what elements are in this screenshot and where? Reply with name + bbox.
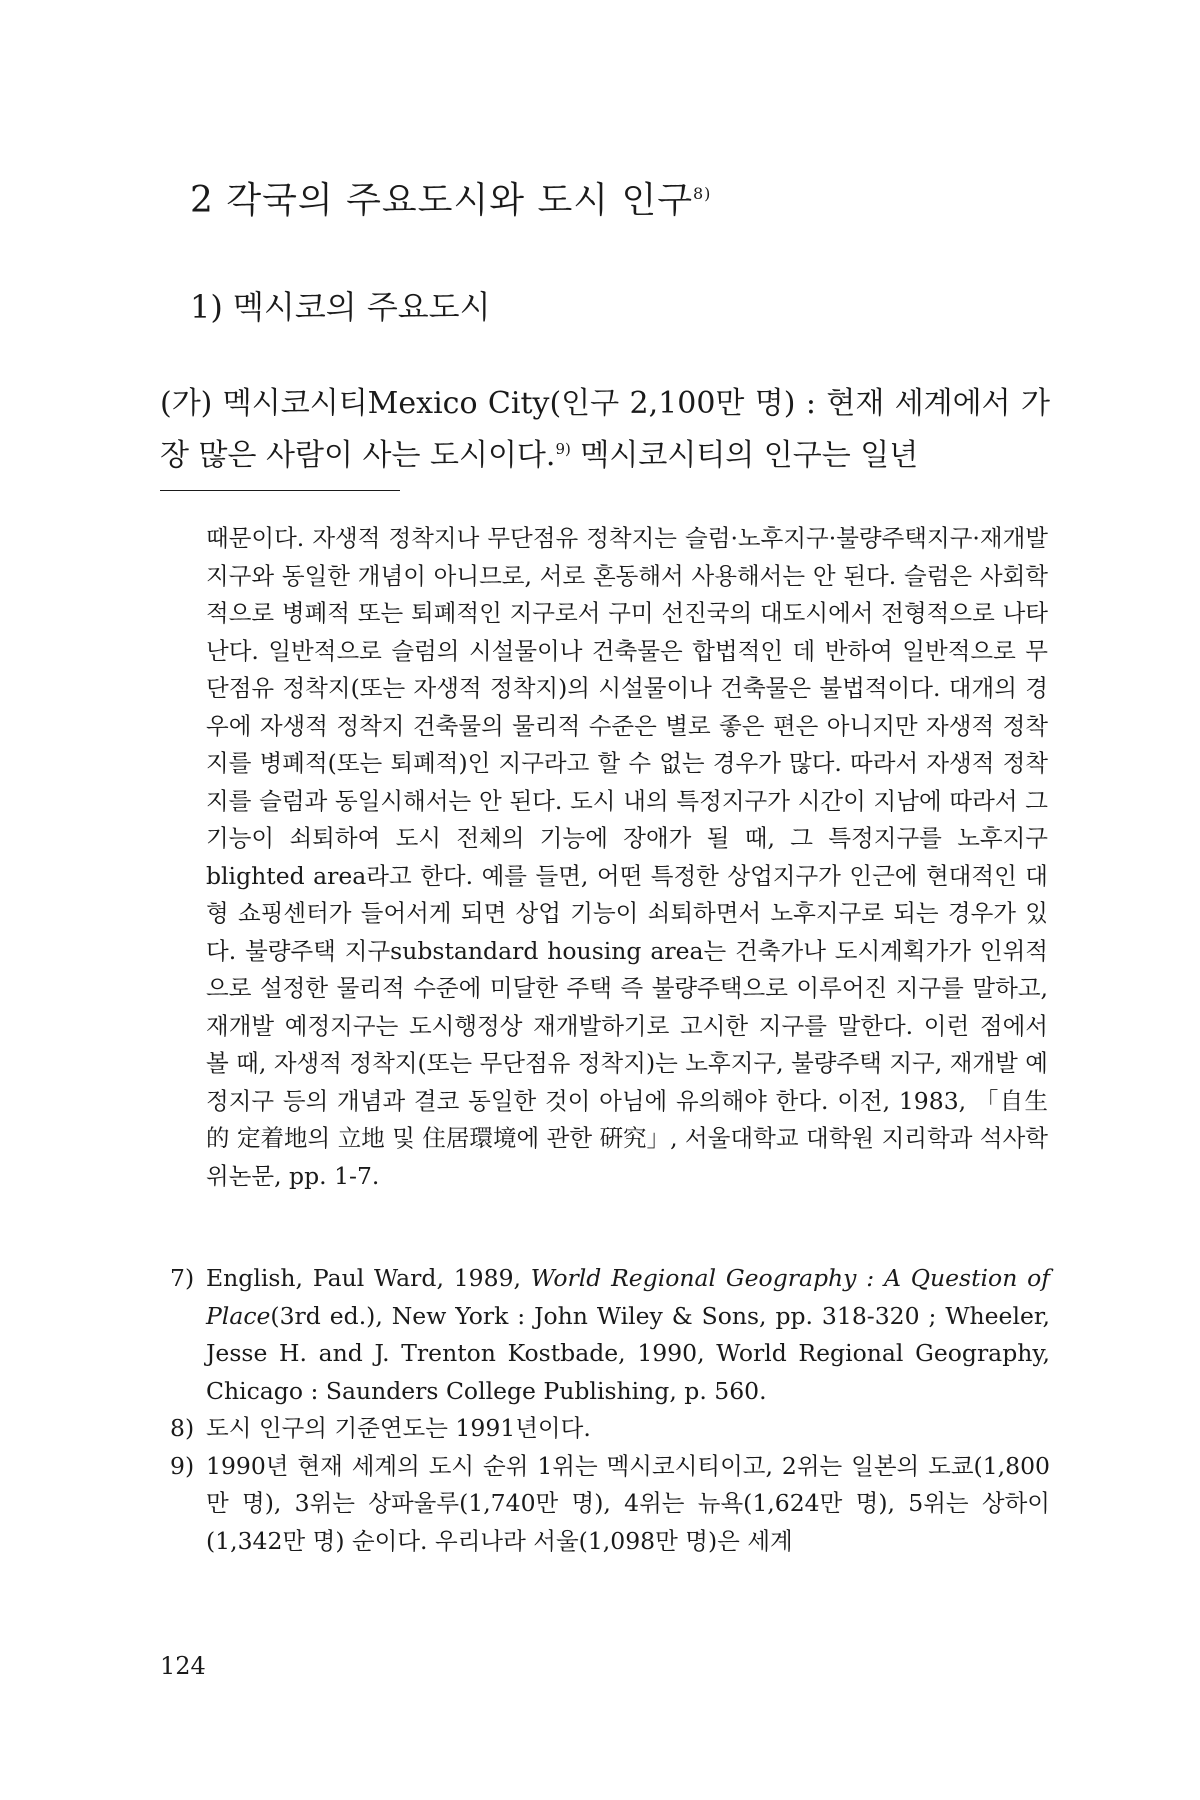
body-footnote-ref[interactable]: 9) bbox=[555, 440, 571, 458]
footnote-item bbox=[170, 1448, 1050, 1561]
footnote-text: 1990년 현재 세계의 도시 순위 1위는 멕시코시티이고, 2위는 일본의 도쿄(1,800만 명), 3위는 상파울루(1,740만 명), 4위는 뉴욕(1,624만 명), 5위는 상하이(1,342만 명) 순이다. 우리나라 서울(1,098만 명)은 세계 bbox=[206, 1451, 1050, 1555]
footnote-item bbox=[170, 1410, 1050, 1448]
footnote-number: 9) bbox=[170, 1451, 195, 1480]
page-number: 124 bbox=[160, 1652, 206, 1680]
body-paragraph bbox=[160, 378, 1050, 482]
footnote-item bbox=[170, 1260, 1050, 1410]
body-text-after-ref: 멕시코시티의 인구는 일년 bbox=[570, 438, 919, 473]
body-text-before-ref: (가) 멕시코시티Mexico City(인구 2,100만 명) : 현재 세계에서 가장 많은 사람이 사는 도시이다. bbox=[160, 386, 1050, 473]
footnote-list bbox=[170, 1260, 1050, 1560]
footnote-separator bbox=[160, 490, 400, 491]
footnote-number: 7) bbox=[170, 1264, 195, 1292]
section-title-text: 2 각국의 주요도시와 도시 인구 bbox=[190, 180, 693, 221]
footnote-book-title: World Regional Geography : A Question of Place bbox=[206, 1264, 1050, 1330]
footnote-author: English, Paul Ward, 1989, bbox=[206, 1264, 531, 1292]
footnote-text: 도시 인구의 기준연도는 1991년이다. bbox=[206, 1414, 591, 1442]
section-footnote-ref[interactable]: 8) bbox=[693, 184, 712, 203]
footnote-text bbox=[206, 1260, 1050, 1410]
footnote-number: 8) bbox=[170, 1414, 195, 1442]
subsection-title: 1) 멕시코의 주요도시 bbox=[190, 288, 491, 326]
footnote-publisher: (3rd ed.), New York : John Wiley & Sons, pp. 318-320 ; Wheeler, Jesse H. and J. Trenton Kostbade, 1990, World Regional Geography, Chicago : Saunders College Publishing, p. 560. bbox=[206, 1301, 1050, 1405]
footnote-continuation: 때문이다. 자생적 정착지나 무단점유 정착지는 슬럼·노후지구·불량주택지구·재개발지구와 동일한 개념이 아니므로, 서로 혼동해서 사용해서는 안 된다. 슬럼은 사회학적으로 병폐적 또는 퇴폐적인 지구로서 구미 선진국의 대도시에서 전형적으로 나타난다. 일반적으로 슬럼의 시설물이나 건축물은 합법적인 데 반하여 일반적으로 무단점유 정착지(또는 자생적 정착지)의 시설물이나 건축물은 불법적이다. 대개의 경우에 자생적 정착지 건축물의 물리적 수준은 별로 좋은 편은 아니지만 자생적 정착지를 병폐적(또는 퇴폐적)인 지구라고 할 수 없는 경우가 많다. 따라서 자생적 정착지를 슬럼과 동일시해서는 안 된다. 도시 내의 특정지구가 시간이 지남에 따라서 그 기능이 쇠퇴하여 도시 전체의 기능에 장애가 될 때, 그 특정지구를 노후지구blighted area라고 한다. 예를 들면, 어떤 특정한 상업지구가 인근에 현대적인 대형 쇼핑센터가 들어서게 되면 상업 기능이 쇠퇴하면서 노후지구로 되는 경우가 있다. 불량주택 지구substandard housing area는 건축가나 도시계획가가 인위적으로 설정한 물리적 수준에 미달한 주택 즉 불량주택으로 이루어진 지구를 말하고, 재개발 예정지구는 도시행정상 재개발하기로 고시한 지구를 말한다. 이런 점에서 볼 때, 자생적 정착지(또는 무단점유 정착지)는 노후지구, 불량주택 지구, 재개발 예정지구 등의 개념과 결코 동일한 것이 아님에 유의해야 한다. 이전, 1983, 「自生的 定着地의 立地 및 住居環境에 관한 硏究」, 서울대학교 대학원 지리학과 석사학위논문, pp. 1-7. bbox=[206, 524, 1048, 1190]
section-title bbox=[190, 172, 711, 223]
